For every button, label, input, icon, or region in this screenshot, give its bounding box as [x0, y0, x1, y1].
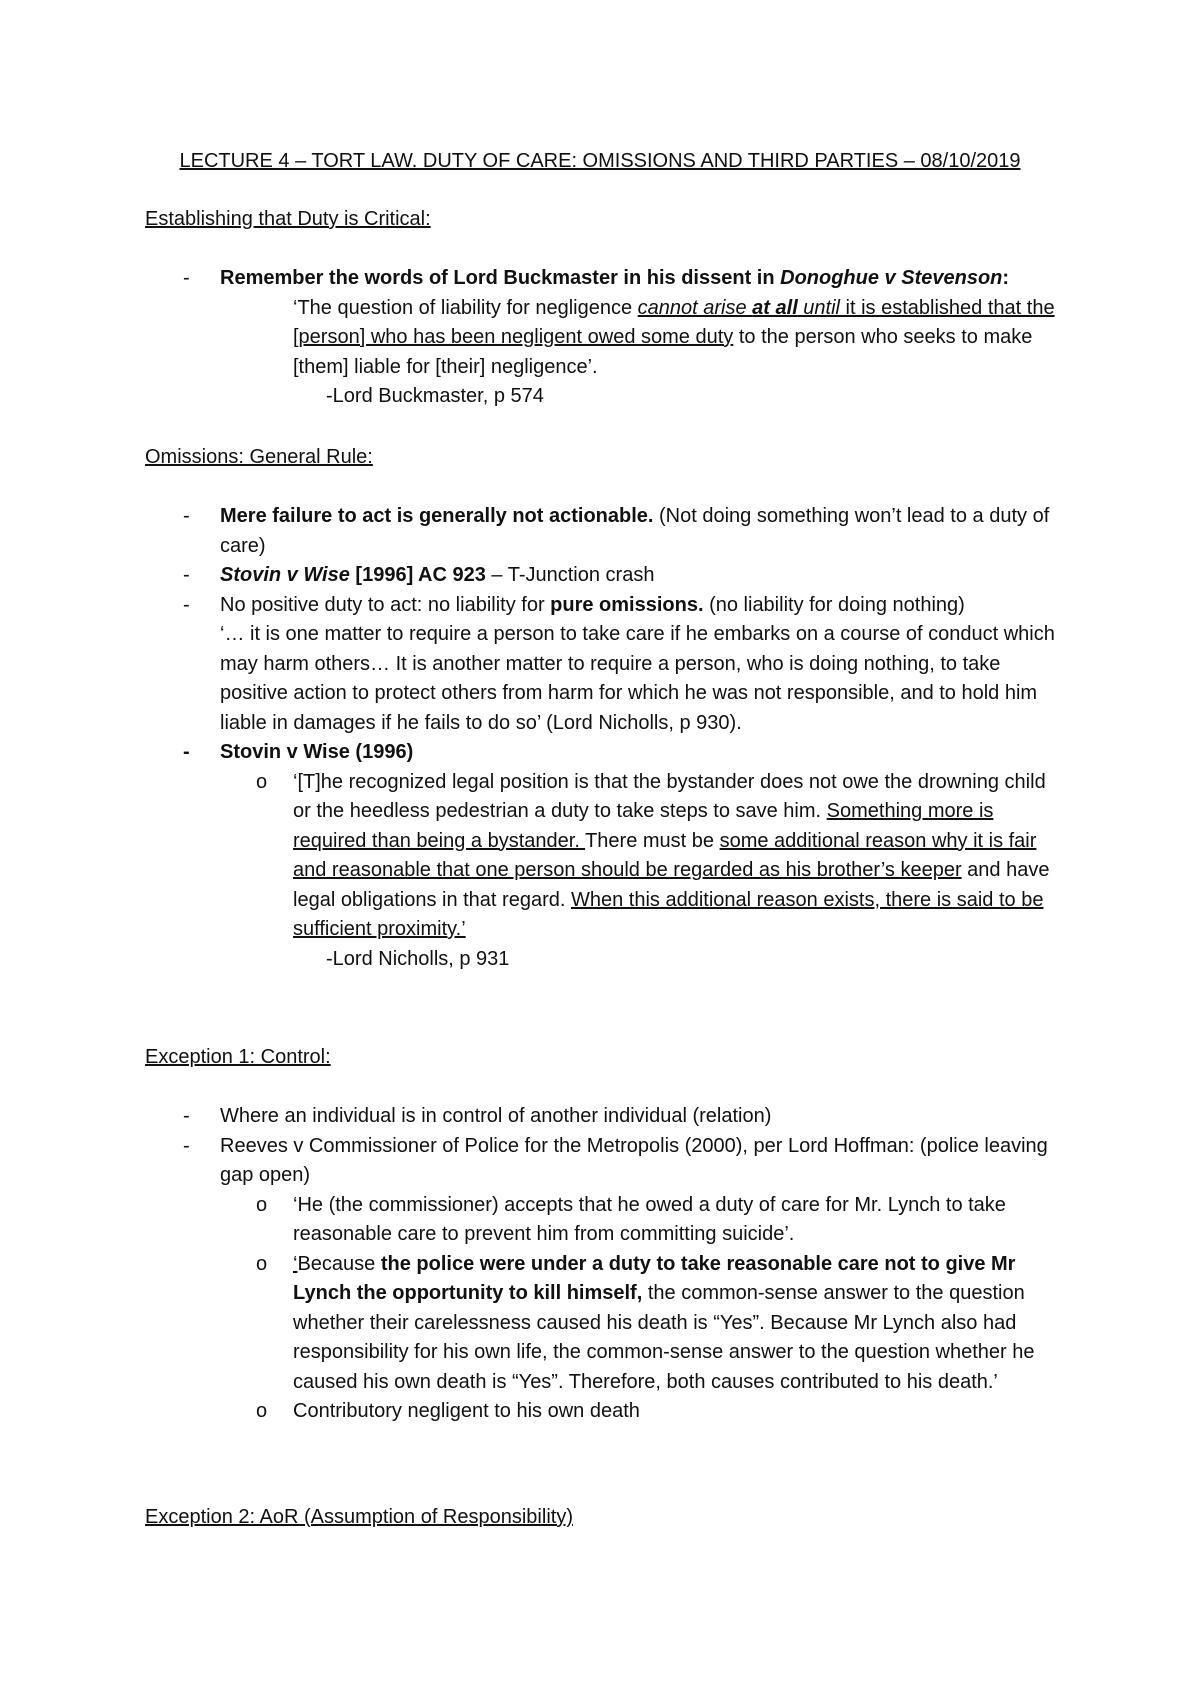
list-item: - Where an individual is in control of another individual (relation) — [0, 1102, 1200, 1132]
list-item: - Mere failure to act is generally not actionable. (Not doing something won’t lead to a duty of care) — [0, 502, 1200, 561]
nicholls-quote: ‘… it is one matter to require a person to take care if he embarks on a course of conduct which may harm others… It is another matter to require a person, who is doing nothing, to take positive action to protect others from harm for which he was not responsible, and to hold him liable in damages if he fails to do so’ (Lord Nicholls, p 930). — [220, 623, 1055, 734]
quote-attribution: -Lord Nicholls, p 931 — [326, 947, 510, 970]
page-title: LECTURE 4 – TORT LAW. DUTY OF CARE: OMISSIONS AND THIRD PARTIES – 08/10/2019 — [179, 150, 1021, 172]
buckmaster-quote: ‘The question of liability for negligence cannot arise at all until it is established that the [person] who has been negligent owed some duty to the person who seeks to make [them] liable for [their] negligence’. — [293, 296, 1055, 378]
sub-list-item: o ‘Because the police were under a duty to take reasonable care not to give Mr Lynch the opportunity to kill himself, the common-sense answer to the question whether their carelessness caused his death is “Yes”. Because Mr Lynch also had responsibility for his own life, the common-sense answer to the question whether he caused his own death is “Yes”. Therefore, both causes contributed to his death.’ — [0, 1250, 1200, 1398]
quote-attribution: -Lord Buckmaster, p 574 — [326, 385, 544, 407]
sub-list-item: o ‘[T]he recognized legal position is that the bystander does not owe the drowning child or the heedless pedestrian a duty to take steps to save him. Something more is required than being a bystander. There must be some additional reason why it is fair and reasonable that one person should be regarded as his brother’s keeper and have legal obligations in that regard. When this additional reason exists, there is said to be sufficient proximity.’ — [0, 768, 1200, 945]
sub-list-item: o Contributory negligent to his own death — [0, 1397, 1200, 1427]
section-heading-omissions: Omissions: General Rule: — [145, 446, 373, 468]
list-item: - Remember the words of Lord Buckmaster in his dissent in Donoghue v Stevenson: — [0, 264, 1200, 294]
list-item: - Stovin v Wise (1996) — [0, 738, 1200, 768]
list-item: - No positive duty to act: no liability for pure omissions. (no liability for doing nothing) — [0, 591, 1200, 621]
section-heading-control: Exception 1: Control: — [145, 1046, 331, 1068]
omissions-list — [0, 502, 1200, 974]
section-heading-duty: Establishing that Duty is Critical: — [145, 208, 431, 230]
duty-list — [0, 264, 1200, 412]
section-heading-aor: Exception 2: AoR (Assumption of Responsibility) — [145, 1506, 573, 1528]
list-item: - Stovin v Wise [1996] AC 923 – T-Junction crash — [0, 561, 1200, 591]
sub-list-item: o ‘He (the commissioner) accepts that he owed a duty of care for Mr. Lynch to take reasonable care to prevent him from committing suicide’. — [0, 1191, 1200, 1250]
control-list — [0, 1102, 1200, 1427]
list-item: - Reeves v Commissioner of Police for the Metropolis (2000), per Lord Hoffman: (police leaving gap open) — [0, 1132, 1200, 1191]
